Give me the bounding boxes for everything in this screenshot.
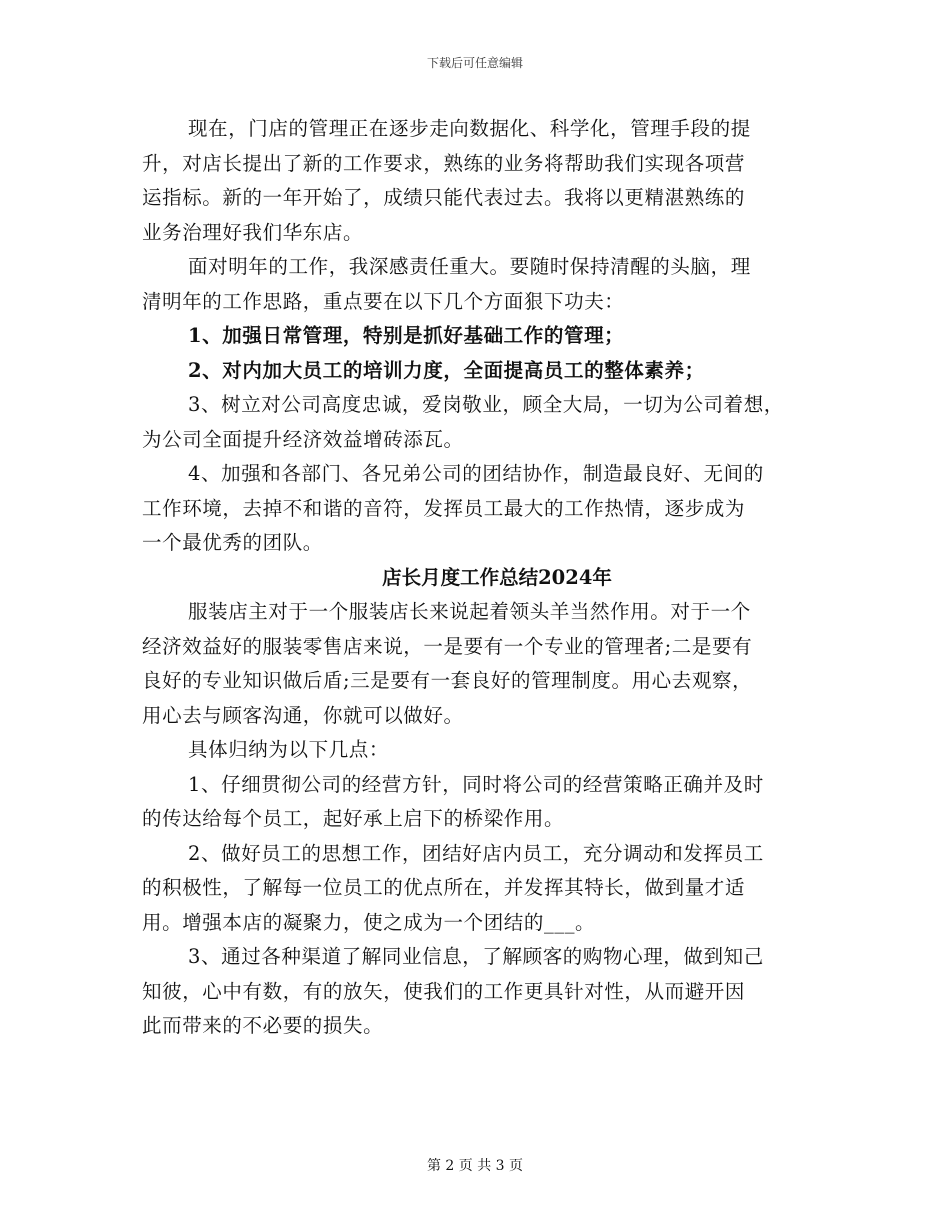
- list-item-line: 为公司全面提升经济效益增砖添瓦。: [142, 427, 464, 451]
- paragraph-line: 现在，门店的管理正在逐步走向数据化、科学化，管理手段的提: [188, 117, 751, 140]
- bold-list-item: 2、对内加大员工的培训力度，全面提高员工的整体素养；: [188, 358, 705, 382]
- list-item-line: 4、加强和各部门、各兄弟公司的团结协作，制造最良好、无间的: [188, 462, 764, 485]
- paragraph-line: 运指标。新的一年开始了，成绩只能代表过去。我将以更精湛熟练的: [142, 186, 746, 209]
- paragraph-line: 业务治理好我们华东店。: [142, 220, 364, 244]
- paragraph-line: 用心去与顾客沟通，你就可以做好。: [142, 703, 464, 727]
- list-item-line: 工作环境，去掉不和谐的音符，发挥员工最大的工作热情，逐步成为: [142, 496, 746, 520]
- paragraph-line: 面对明年的工作，我深感责任重大。要随时保持清醒的头脑，理: [188, 255, 751, 278]
- list-item-line: 此而带来的不必要的损失。: [142, 1014, 384, 1037]
- paragraph-line: 升，对店长提出了新的工作要求，熟练的业务将帮助我们实现各项营: [142, 151, 746, 175]
- list-item-line: 3、树立对公司高度忠诚，爱岗敬业，顾全大局，一切为公司着想，: [188, 393, 784, 416]
- list-item-line: 的传达给每个员工，起好承上启下的桥梁作用。: [142, 807, 565, 830]
- document-body: [142, 112, 832, 1044]
- section-title: 店长月度工作总结2024年: [382, 565, 612, 589]
- page-number-footer: 第 2 页 共 3 页: [426, 1158, 524, 1174]
- list-item-line: 3、通过各种渠道了解同业信息，了解顾客的购物心理，做到知己: [188, 945, 764, 968]
- paragraph-line: 清明年的工作思路，重点要在以下几个方面狠下功夫：: [142, 289, 625, 313]
- paragraph-line: 服装店主对于一个服装店长来说起着领头羊当然作用。对于一个: [188, 600, 751, 623]
- list-item-line: 一个最优秀的团队。: [142, 531, 323, 554]
- list-item-line: 2、做好员工的思想工作，团结好店内员工，充分调动和发挥员工: [188, 841, 764, 865]
- list-item-line: 知彼，心中有数，有的放矢，使我们的工作更具针对性，从而避开因: [142, 979, 746, 1003]
- paragraph-line: 具体归纳为以下几点：: [188, 738, 390, 761]
- list-item-line: 用。增强本店的凝聚力，使之成为一个团结的___。: [142, 910, 596, 934]
- paragraph-line: 良好的专业知识做后盾;三是要有一套良好的管理制度。用心去观察，: [142, 669, 753, 692]
- list-item-line: 的积极性，了解每一位员工的优点所在，并发挥其特长，做到量才适: [142, 876, 746, 899]
- header-note: 下载后可任意编辑: [426, 56, 523, 70]
- paragraph-line: 经济效益好的服装零售店来说，一是要有一个专业的管理者;二是要有: [142, 634, 753, 658]
- bold-list-item: 1、加强日常管理，特别是抓好基础工作的管理；: [188, 324, 625, 347]
- list-item-line: 1、仔细贯彻公司的经营方针，同时将公司的经营策略正确并及时: [188, 772, 764, 796]
